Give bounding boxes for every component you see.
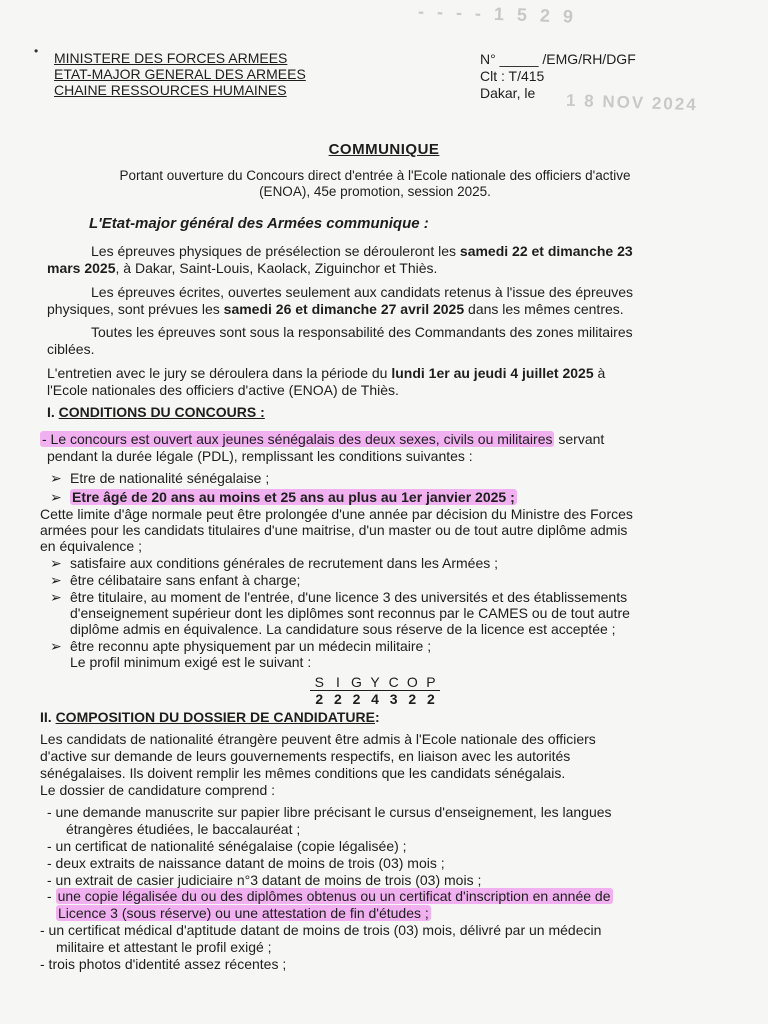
highlight-mark: une copie légalisée du ou des diplômes obtenus ou un certificat d'inscription en année de <box>57 888 611 904</box>
s1-line-1: - Le concours est ouvert aux jeunes sénégalais des deux sexes, civils ou militaires servant <box>42 431 605 447</box>
sigycop-letter: G <box>347 674 366 691</box>
reference-number: N° _____ /EMG/RH/DGF <box>480 51 636 67</box>
condition-item-cont: d'enseignement supérieur dont les diplômes sont reconnus par le CAMES ou de tout autre <box>70 605 630 621</box>
page-subtitle: Portant ouverture du Concours direct d'entrée à l'Ecole nationale des officiers d'active (ENOA), 45e promotion, session 2025. <box>119 168 631 199</box>
section-2-heading: II. COMPOSITION DU DOSSIER DE CANDIDATURE: <box>40 709 380 725</box>
issuer-staff: ETAT-MAJOR GENERAL DES ARMEES <box>54 66 306 82</box>
s2-para-line: Les candidats de nationalité étrangère peuvent être admis à l'Ecole nationale des officiers <box>40 731 596 747</box>
arrow-bullet-icon: ➢ <box>50 572 62 588</box>
arrow-bullet-icon: ➢ <box>50 638 62 654</box>
s2-para-line: sénégalaises. Ils doivent remplir les mêmes conditions que les candidats sénégalais. <box>40 765 566 781</box>
date-stamp: 1 8 NOV 2024 <box>565 90 699 115</box>
highlight-mark: Etre âgé de 20 ans au moins et 25 ans au plus au 1er janvier 2025 ; <box>72 489 515 505</box>
dossier-item: - un extrait de casier judiciaire n°3 datant de moins de trois (03) mois ; <box>47 872 482 888</box>
sigycop-letter: C <box>384 674 403 691</box>
highlight-mark: - Le concours est ouvert aux jeunes sénégalais des deux sexes, civils ou militaires <box>42 431 553 447</box>
p3-line-2: ciblées. <box>47 341 95 357</box>
place-date: Dakar, le <box>480 85 536 101</box>
s2-para-line: Le dossier de candidature comprend : <box>40 782 276 798</box>
sigycop-value: 3 <box>389 691 398 707</box>
dossier-item-cont: étrangères étudiées, le baccalauréat ; <box>66 821 301 837</box>
dossier-item-cont: militaire et attestant le profil exigé ; <box>56 939 272 955</box>
sigycop-value: 2 <box>315 691 324 707</box>
sigycop-value: 2 <box>333 691 342 707</box>
issuer-chain: CHAINE RESSOURCES HUMAINES <box>54 82 287 98</box>
issuer-ministry: MINISTERE DES FORCES ARMEES <box>54 50 288 66</box>
sigycop-value: 2 <box>352 691 361 707</box>
sigycop-letter: I <box>329 674 348 691</box>
issuer-block <box>54 50 306 98</box>
s1-extension-3: en équivalence ; <box>40 538 142 554</box>
profile-intro: Le profil minimum exigé est le suivant : <box>70 654 312 670</box>
intro-heading: L'Etat-major général des Armées communique : <box>89 215 429 232</box>
condition-item: ➢ être titulaire, au moment de l'entrée, d'une licence 3 des universités et des établissements <box>50 589 628 605</box>
s1-line-2: pendant la durée légale (PDL), remplissant les conditions suivantes : <box>47 448 473 464</box>
p3-line-1: Toutes les épreuves sont sous la responsabilité des Commandants des zones militaires <box>91 324 633 340</box>
client-reference: Clt : T/415 <box>480 68 545 84</box>
sigycop-profile-table <box>310 674 440 707</box>
p2-line-1: Les épreuves écrites, ouvertes seulement aux candidats retenus à l'issue des épreuves <box>91 284 633 300</box>
arrow-bullet-icon: ➢ <box>50 489 62 505</box>
dossier-item: - deux extraits de naissance datant de moins de trois (03) mois ; <box>47 855 445 871</box>
condition-item: ➢ être reconnu apte physiquement par un médecin militaire ; <box>50 638 432 654</box>
p2-line-2: physiques, sont prévues les samedi 26 et dimanche 27 avril 2025 dans les mêmes centres. <box>47 301 624 317</box>
sigycop-letter: O <box>403 674 422 691</box>
sigycop-letter: S <box>310 674 329 691</box>
sigycop-value: 2 <box>408 691 417 707</box>
p1-line-2: mars 2025, à Dakar, Saint-Louis, Kaolack, Ziguinchor et Thiès. <box>47 260 438 276</box>
sigycop-value: 4 <box>371 691 379 707</box>
condition-item <box>50 489 517 505</box>
sigycop-letter: P <box>422 674 441 691</box>
condition-item: ➢ être célibataire sans enfant à charge; <box>50 572 301 588</box>
arrow-bullet-icon: ➢ <box>50 555 62 571</box>
s2-para-line: d'active sur demande de leurs gouvernements respectifs, en liaison avec les autorités <box>40 748 571 764</box>
margin-mark-icon: • <box>34 44 39 58</box>
condition-item-cont: diplôme admis en équivalence. La candidature sous réserve de la licence est acceptée ; <box>70 621 616 637</box>
s1-extension-2: armées pour les candidats titulaires d'une maitrise, d'un master ou de tout autre diplôme admis <box>40 522 628 538</box>
p4-line-2: l'Ecole nationales des officiers d'active (ENOA) de Thiès. <box>47 382 399 398</box>
sigycop-letter: Y <box>366 674 385 691</box>
sigycop-value: 2 <box>426 691 435 707</box>
p4-line-1: L'entretien avec le jury se déroulera dans la période du lundi 1er au jeudi 4 juillet 2025 à <box>47 365 606 381</box>
p1-line-1: Les épreuves physiques de présélection se dérouleront les samedi 22 et dimanche 23 <box>91 243 633 259</box>
dossier-item: - une demande manuscrite sur papier libre précisant le cursus d'enseignement, les langues <box>47 804 612 820</box>
reference-block <box>480 51 636 102</box>
dossier-item: - un certificat médical d'aptitude datant de moins de trois (03) mois, délivré par un médecin <box>40 922 602 938</box>
page-title: COMMUNIQUE <box>328 141 440 158</box>
section-1-heading: I. CONDITIONS DU CONCOURS : <box>47 404 265 420</box>
highlight-mark: Licence 3 (sous réserve) ou une attestation de fin d'études ; <box>58 905 429 921</box>
reference-stamp: - - - - 1 5 2 9 <box>417 1 578 27</box>
arrow-bullet-icon: ➢ <box>50 470 62 486</box>
dossier-item: - trois photos d'identité assez récentes ; <box>40 956 287 972</box>
s1-extension-1: Cette limite d'âge normale peut être prolongée d'une année par décision du Ministre des Forces <box>40 506 633 522</box>
condition-item: ➢ Etre de nationalité sénégalaise ; <box>50 470 270 486</box>
dossier-item: - un certificat de nationalité sénégalaise (copie légalisée) ; <box>47 838 407 854</box>
condition-item: ➢ satisfaire aux conditions générales de recrutement dans les Armées ; <box>50 555 499 571</box>
dossier-item: - une copie légalisée du ou des diplômes obtenus ou un certificat d'inscription en année de <box>47 888 611 904</box>
dossier-item-cont <box>56 905 431 921</box>
arrow-bullet-icon: ➢ <box>50 589 62 605</box>
